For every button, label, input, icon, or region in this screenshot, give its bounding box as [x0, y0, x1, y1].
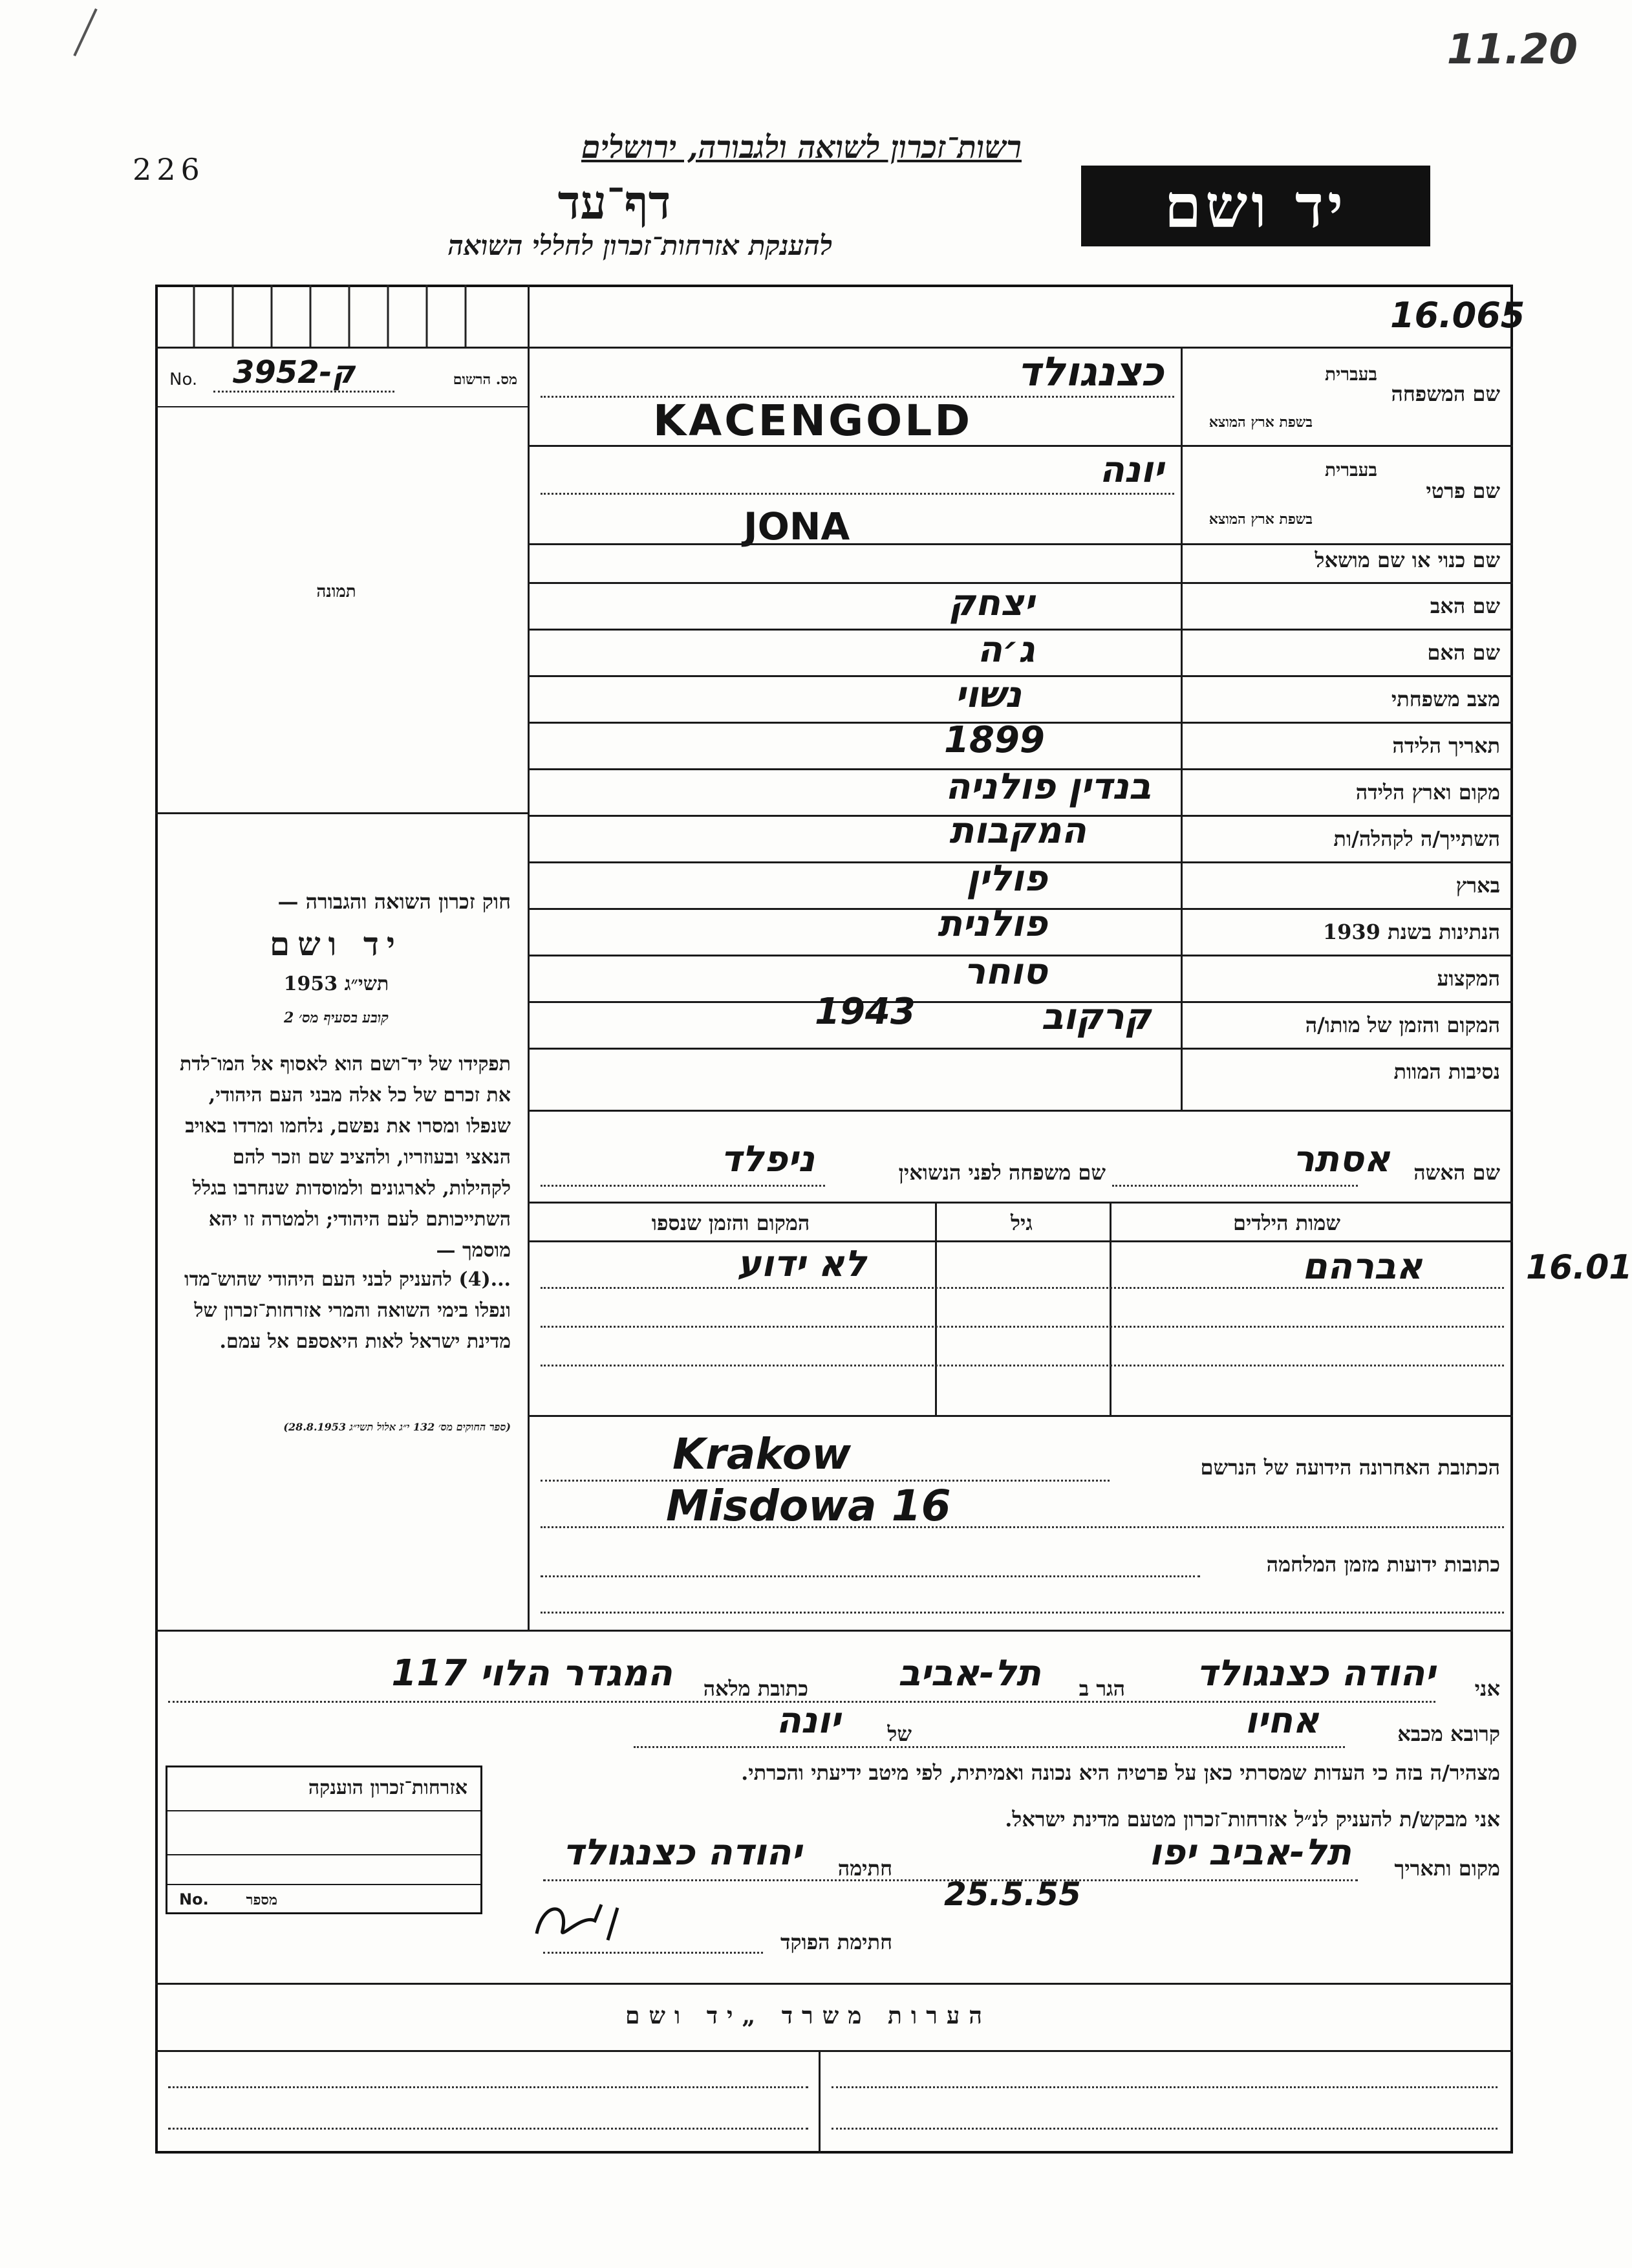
box-number-no: No. [179, 1890, 209, 1908]
dots [541, 1575, 1200, 1577]
request-text: אני מבקש/ת להעניק לנ״ל אזרחות־זכרון מטעם מדינת ישראל. [1005, 1807, 1500, 1831]
first-origin-label: בשפת ארץ המוצא [1208, 511, 1313, 528]
notes-dots [168, 2086, 808, 2088]
row-line [528, 1415, 1513, 1417]
first-name-label: שם פרטי [1426, 479, 1500, 503]
divider [167, 1854, 480, 1855]
reg-value: 3952-ק [233, 354, 355, 391]
row-line [528, 1110, 1513, 1112]
family-name-hebrew: כצנגולד [1017, 348, 1164, 395]
first-hebrew-label: בעברית [1324, 459, 1377, 481]
declaration-text: מצהיר/ה בזה כי העדות שמסרתי כאן על פרטיה היא נכונה ואמיתית, לפי מיטב ידיעתי והכרתי. [741, 1760, 1500, 1785]
children-names-header: שמות הילדים [1233, 1211, 1340, 1235]
citizenship-label: הנתינות בשנת 1939 [1322, 920, 1500, 944]
place-date-label: מקום ותאריך [1394, 1856, 1500, 1881]
dots [541, 396, 1174, 398]
child-place: לא ידוע [736, 1243, 866, 1285]
marital-value: נשוי [954, 674, 1022, 716]
office-notes-title: הערות משרד „יד ושם [625, 2002, 991, 2029]
first-name-latin: JONA [744, 504, 850, 548]
family-name-label: שם המשפחה [1391, 382, 1500, 406]
profession-value: סוחר [963, 951, 1047, 993]
dots [541, 493, 1174, 495]
wife-label: שם האשה [1413, 1160, 1500, 1185]
family-hebrew-label: בעברית [1324, 363, 1377, 385]
law-footnote: (ספר החוקים מס׳ 132 י״ג אלול תשי״ג 28.8.1953) [283, 1421, 511, 1433]
wartime-label: כתובות ידועות מזמן המלחמה [1266, 1552, 1500, 1577]
photo-label: תמונה [316, 582, 356, 601]
relation-value: אחיו [1245, 1700, 1319, 1742]
death-place-value: קרקוב [1041, 996, 1151, 1038]
dots [543, 1879, 1358, 1881]
country-value: פולין [966, 858, 1047, 900]
signature-label: חתימה [837, 1856, 892, 1881]
box-number-label: מספר [246, 1892, 277, 1908]
children-col-divider [935, 1202, 937, 1415]
row-line [528, 1202, 1513, 1204]
signature-value: יהודה כצנגולד [563, 1831, 802, 1874]
children-age-header: גיל [1011, 1211, 1033, 1235]
birthplace-label: מקום וארץ הלידה [1355, 780, 1500, 805]
dots [541, 1526, 1504, 1528]
father-value: יצחק [949, 582, 1035, 624]
marital-label: מצב משפחתי [1391, 687, 1500, 711]
of-value: יונה [776, 1700, 841, 1742]
label-column-divider [1181, 347, 1183, 1110]
row-line [528, 445, 1513, 447]
notes-col-divider [819, 2050, 821, 2154]
divider [155, 406, 528, 407]
family-origin-label: בשפת ארץ המוצא [1208, 414, 1313, 431]
clerk-signature-scribble [530, 1895, 634, 1947]
declarant-i-label: אני [1474, 1676, 1500, 1701]
community-label: השתייך/ה לקהלה/ות [1333, 826, 1500, 851]
profession-label: המקצוע [1437, 966, 1500, 991]
maiden-label: שם משפחה לפני הנשואין [898, 1160, 1106, 1185]
children-margin-note: 16.01 [1526, 1248, 1632, 1287]
reg-no-label: No. [169, 370, 198, 389]
law-para-1: תפקידו של יד־ושם הוא לאסוף אל המו־לדת את זכרם של כל אלה מבני העם היהודי, שנפלו ומסרו את נפשם, נלחמו ומרדו באויב הנאצי ובעוזריו, ולהציב שם וזכר להם לקהילות, לארגונים ולמוסדות שנחרבו בגלל השתייכותם לעם היהודי; ולמטרה זו יהא מוסמך — [179, 1053, 511, 1262]
row-line [155, 2050, 1513, 2052]
divider [155, 347, 1513, 349]
notes-dots [832, 2128, 1498, 2130]
death-year-value: 1943 [815, 991, 916, 1033]
mother-value: ג׳ה [977, 629, 1035, 671]
dots [541, 1365, 1504, 1366]
full-address-label: כתובת מלאה [703, 1676, 808, 1701]
community-value: המקבות [949, 810, 1086, 852]
logo-text: יד ושם [1164, 171, 1347, 241]
citizenship-granted-box [166, 1766, 482, 1914]
of-label: של [887, 1722, 912, 1746]
resides-label: הגר ב [1079, 1676, 1125, 1701]
last-address-label: הכתובת האחרונה הידועה של הנרשם [1200, 1455, 1500, 1480]
law-title: חוק זכרון השואה והגבורה — [277, 889, 511, 914]
check-strip-grid [155, 285, 528, 347]
family-name-latin: KACENGOLD [653, 396, 973, 446]
birthplace-value: בנדין פולניה [945, 766, 1151, 808]
birthdate-value: 1899 [944, 719, 1045, 761]
city-value: תל-אביב [898, 1652, 1041, 1694]
dots [541, 1287, 1504, 1289]
row-line [528, 1240, 1513, 1242]
clerk-signature-mark [530, 1895, 634, 1947]
death-place-label: המקום והזמן של מותו/ה [1305, 1013, 1500, 1037]
column-divider [528, 285, 530, 1630]
child-name: אברהם [1302, 1246, 1423, 1288]
notes-dots [832, 2086, 1498, 2088]
row-line [155, 1630, 1513, 1632]
last-address-line1: Krakow [672, 1429, 852, 1479]
dots [541, 1612, 1504, 1614]
citizenship-box-title: אזרחות־זכרון הוענקה [308, 1777, 467, 1799]
form-subtitle: להענקת אזרחות־זכרון לחללי השואה [447, 230, 833, 261]
row-line [528, 1048, 1513, 1050]
top-right-number: 11.20 [1446, 26, 1578, 74]
mother-label: שם האם [1427, 640, 1500, 665]
form-title: דף־עד [557, 175, 671, 230]
place-value: תל-אביב יפו [1149, 1831, 1351, 1874]
citizenship-value: פולנית [937, 903, 1047, 945]
death-cause-label: נסיבות המוות [1393, 1059, 1500, 1084]
country-label: בארץ [1455, 873, 1500, 898]
children-place-header: המקום והזמן שנספו [651, 1211, 810, 1235]
first-name-hebrew: יונה [1099, 449, 1164, 491]
stamp-number: 16.065 [1390, 295, 1525, 336]
law-clause: קובע בסעיף מס׳ 2 [283, 1010, 389, 1026]
nickname-label: שם כנוי או שם מושאל [1315, 548, 1500, 572]
divider [167, 1884, 480, 1885]
wife-value: אסתר [1293, 1138, 1390, 1180]
dots [1112, 1185, 1358, 1187]
photo-bottom [155, 812, 528, 814]
declarant-name: יהודה כצנגולד [1196, 1652, 1435, 1694]
divider [167, 1810, 480, 1811]
authority-line: רשות־זכרון לשואה ולגבורה, ירושלים [581, 129, 1022, 166]
notes-dots [168, 2128, 808, 2130]
corner-mark [73, 8, 97, 56]
row-line [155, 1983, 1513, 1985]
dots [634, 1746, 1345, 1748]
check-strip [155, 285, 528, 347]
address-value: המגדר הלוי 117 [391, 1652, 672, 1694]
maiden-value: ניפלד [720, 1138, 815, 1180]
dots [541, 1480, 1110, 1482]
relation-label: קרובא מכבא [1397, 1722, 1500, 1746]
birthdate-label: תאריך הלידה [1392, 733, 1500, 758]
last-address-line2: Misdowa 16 [666, 1481, 951, 1531]
reg-label: מס. הרשום [453, 371, 517, 388]
yad-vashem-logo [1081, 166, 1430, 246]
dots [541, 1326, 1504, 1328]
page-number: 226 [133, 152, 205, 187]
law-year: תשי״ג 1953 [283, 973, 389, 995]
date-value: 25.5.55 [944, 1875, 1081, 1913]
row-line [528, 543, 1513, 545]
father-label: שם האב [1430, 594, 1500, 618]
reg-dots [213, 391, 394, 393]
dots [541, 1185, 825, 1187]
clerk-signature-label: חתימת הפוקד [780, 1930, 892, 1954]
law-para-2: ...(4) להעניק לבני העם היהודי שהוש־מדו ונפלו בימי השואה והמרי אזרחות־זכרון של מדינת ישראל לאות היאספם אל עמם. [184, 1268, 511, 1353]
children-col-divider [1110, 1202, 1111, 1415]
dots [543, 1952, 763, 1954]
law-name: יד ושם [270, 925, 403, 963]
